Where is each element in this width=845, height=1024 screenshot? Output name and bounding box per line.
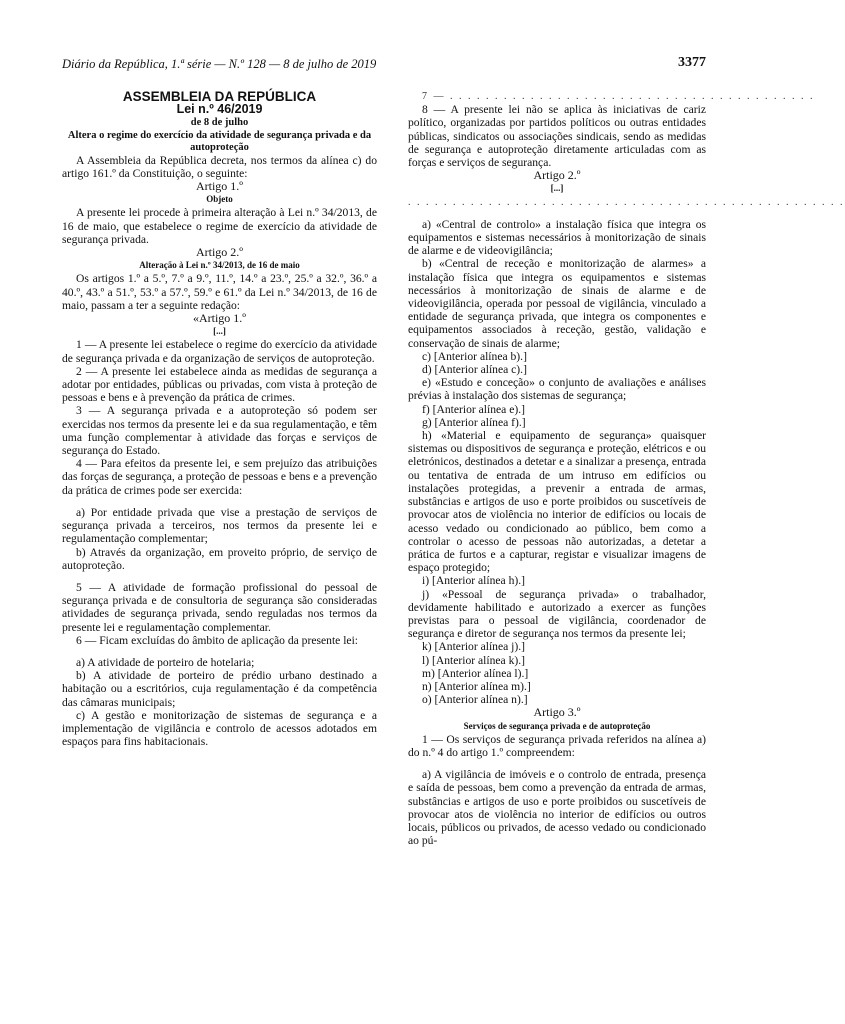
article-heading: Artigo 2.º [195, 245, 244, 260]
list-item: a) «Central de controlo» a instalação física que integra os equipamentos e sistemas necessários à monitorização de sinais de alarme e de videovigilância; [408, 217, 706, 258]
law-date: de 8 de julho [190, 117, 249, 129]
list-item: g) [Anterior alínea f).] [422, 415, 526, 429]
list-item: j) «Pessoal de segurança privada» o trabalhador, devidamente habilitado e autorizado a exercer as funções previstas para o pessoal de vigilância, coordenador de segurança e diretor de segurança nos termos da presente lei; [408, 587, 706, 641]
page-number: 3377 [678, 55, 706, 70]
list-item: k) [Anterior alínea j).] [422, 640, 526, 654]
law-title: Lei n.º 46/2019 [176, 102, 263, 117]
right-column [408, 90, 845, 848]
paragraph: A presente lei procede à primeira alteração à Lei n.º 34/2013, de 16 de maio, que estabelece o regime de exercício da atividade de segurança privada. [62, 206, 377, 246]
list-item: a) Por entidade privada que vise a prestação de serviços de segurança privada a terceiros, nos termos da presente lei e regulamentação complementar; [62, 505, 377, 546]
paragraph: 8 — A presente lei não se aplica às iniciativas de cariz político, organizadas por partidos políticos ou outras entidades públicas, sindicatos ou associações sindicais, sendo as medidas de segurança e autoproteção diretamente articuladas com as forças e serviços de segurança. [408, 103, 706, 170]
list-item: a) A atividade de porteiro de hotelaria; [76, 655, 255, 669]
article-subtitle: Serviços de segurança privada e de autoproteção [463, 720, 651, 731]
list-item: l) [Anterior alínea k).] [422, 653, 526, 667]
list-item: b) Através da organização, em proveito próprio, de serviço de autoproteção. [62, 545, 377, 572]
journal-header: Diário da República, 1.ª série — N.º 128 — 8 de julho de 2019 [62, 57, 377, 71]
list-item: d) [Anterior alínea c).] [422, 363, 527, 377]
article-heading: Artigo 3.º [533, 705, 581, 720]
list-item: i) [Anterior alínea h).] [422, 574, 526, 588]
law-subject: Altera o regime do exercício da atividade de segurança privada e da autoproteção [67, 129, 372, 153]
quoted-article-heading: «Artigo 1.º [192, 311, 247, 326]
list-item: h) «Material e equipamento de segurança» quaisquer sistemas ou dispositivos de segurança e proteção, elétricos e ou eletrónicos, destinados a detetar e a sinalizar a presença, entrada ou tentativa de entrada de um intruso em edifícios ou instalações protegidas, a prevenir a entrada de armas, substâncias e artigos de uso e porte proibidos ou suscetíveis de provocar atos de violência no interior de edifícios ou locais de acesso vedado ou condicionado ao público, bem como a controlar o acesso de pessoas não autorizadas, a detetar a prática de furtos e a capturar, registar e visualizar imagens de espaço protegido; [408, 429, 706, 575]
quoted-article-subtitle: [...] [213, 326, 226, 337]
paragraph: 5 — A atividade de formação profissional do pessoal de segurança privada e de consultoria de segurança são consideradas atividades de segurança privada, sendo reguladas nos termos da presente lei e regulamentação complementar. [62, 580, 377, 634]
article-subtitle: Objeto [206, 194, 233, 205]
omitted-line: . . . . . . . . . . . . . . . . . . . . . . . . . . . . . . . . . . . . . . . . . . . . . . . . . [408, 196, 845, 208]
paragraph: 1 — Os serviços de segurança privada referidos na alínea a) do n.º 4 do artigo 1.º compreendem: [408, 732, 706, 759]
list-item: m) [Anterior alínea l).] [422, 666, 529, 680]
paragraph: Os artigos 1.º a 5.º, 7.º a 9.º, 11.º, 14.º a 23.º, 25.º a 32.º, 36.º a 40.º, 43.º a 51.º, 53.º a 57.º, 59.º e 61.º da Lei n.º 34/2013, de 16 de maio, passam a ter a seguinte redação: [62, 272, 377, 312]
list-item: c) [Anterior alínea b).] [422, 349, 527, 363]
list-item: b) A atividade de porteiro de prédio urbano destinado a habitação ou a escritórios, cuja regulamentação é da competência das câmaras municipais; [62, 669, 377, 709]
list-item: b) «Central de receção e monitorização de alarmes» a instalação física que integra os equipamentos e sistemas necessários à monitorização de sinais de alarme e de videovigilância, operada por pessoal de vigilância, vinculado a entidade de segurança privada, que integra os componentes e equipamentos associados à receção, gestão, validação e conservação de sinais de alarme; [408, 257, 706, 350]
paragraph: 6 — Ficam excluídas do âmbito de aplicação da presente lei: [76, 633, 359, 647]
assembly-title: ASSEMBLEIA DA REPÚBLICA [122, 89, 317, 104]
list-item: f) [Anterior alínea e).] [422, 402, 525, 416]
article-heading: Artigo 2.º [533, 168, 581, 183]
paragraph: 1 — A presente lei estabelece o regime do exercício da atividade de segurança privada e da organização de serviços de autoproteção. [62, 338, 377, 365]
list-item: c) A gestão e monitorização de sistemas de segurança e a implementação de vigilância e controlo de acessos adotados em espaços para fins habitacionais. [62, 708, 377, 749]
left-column [62, 90, 377, 748]
article-heading: Artigo 1.º [195, 179, 244, 194]
article-subtitle: [...] [550, 183, 564, 194]
omitted-paragraph: 7 — . . . . . . . . . . . . . . . . . . . . . . . . . . . . . . . . . . . . . . . . . [422, 91, 815, 102]
decree-text: A Assembleia da República decreta, nos termos da alínea c) do artigo 161.º da Constituição, o seguinte: [62, 153, 377, 180]
article-subtitle: Alteração à Lei n.º 34/2013, de 16 de maio [139, 260, 300, 271]
list-item: e) «Estudo e conceção» o conjunto de avaliações e análises prévias à instalação dos sistemas de segurança; [408, 376, 706, 403]
list-item: n) [Anterior alínea m).] [422, 679, 531, 693]
list-item: o) [Anterior alínea n).] [422, 693, 528, 707]
paragraph: 3 — A segurança privada e a autoproteção só podem ser exercidas nos termos da presente lei e da sua regulamentação, e têm uma função complementar à atividade das forças e serviços de segurança do Estado. [62, 404, 377, 458]
list-item: a) A vigilância de imóveis e o controlo de entrada, presença e saída de pessoas, bem como a prevenção da entrada de armas, substâncias e artigos de uso e porte proibidos ou suscetíveis de provocar atos de violência no interior de edifícios ou outros locais, públicos ou privados, de acesso vedado ou condicionado ao pú- [408, 768, 706, 848]
paragraph: 4 — Para efeitos da presente lei, e sem prejuízo das atribuições das forças de segurança, a proteção de pessoas e bens e a prevenção da prática de crimes pode ser exercida: [62, 457, 377, 497]
paragraph: 2 — A presente lei estabelece ainda as medidas de segurança a adotar por entidades, públicas ou privadas, com vista à proteção de pessoas e bens e à prevenção da prática de crimes. [62, 364, 377, 405]
